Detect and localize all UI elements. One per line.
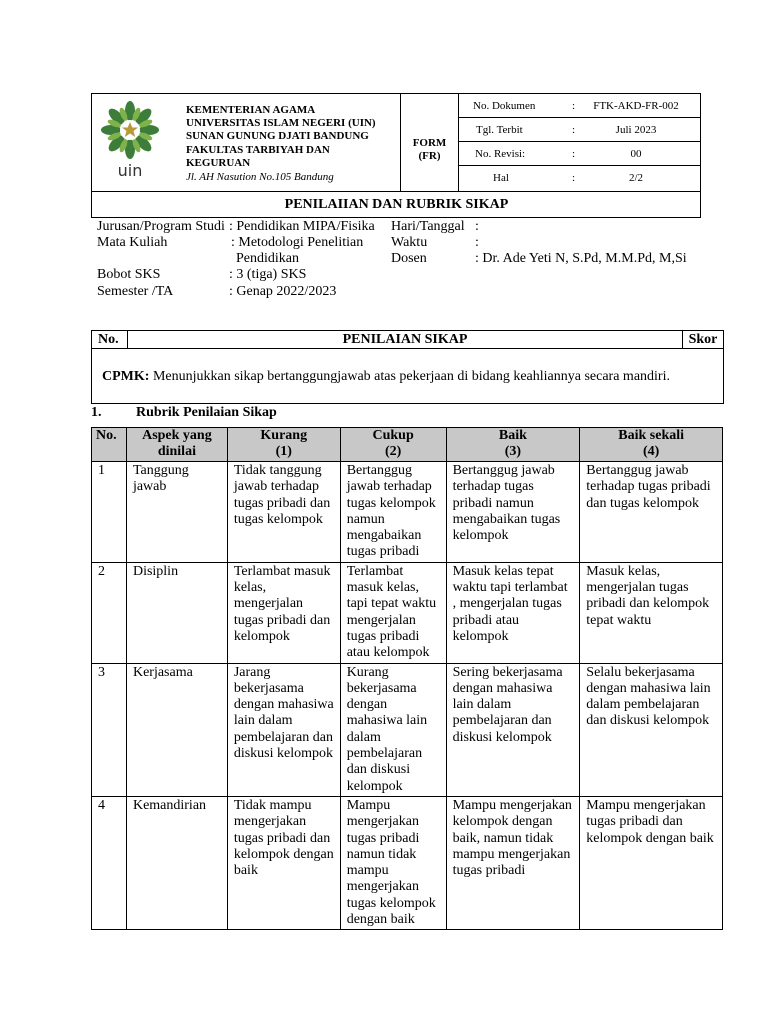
institution-line: UNIVERSITAS ISLAM NEGERI (UIN) xyxy=(186,117,376,129)
kurang-cell: Terlambat masuk kelas, mengerjalan tugas pribadi dan kelompok xyxy=(227,562,340,663)
institution-line: FAKULTAS TARBIYAH DAN xyxy=(186,144,330,156)
column-header: No. xyxy=(92,428,127,462)
semester-value: : Genap 2022/2023 xyxy=(229,284,337,299)
meta-row xyxy=(459,166,701,191)
penilaian-title: PENILAIAN SIKAP xyxy=(128,331,682,349)
table-row xyxy=(92,796,723,929)
section-title: Rubrik Penilaian Sikap xyxy=(136,405,277,420)
dosen-value: : Dr. Ade Yeti N, S.Pd, M.M.Pd, M,Si xyxy=(475,251,687,266)
penilaian-sikap-box xyxy=(91,330,724,404)
section-number: 1. xyxy=(91,405,102,420)
institution-address: Jl. AH Nasution No.105 Bandung xyxy=(186,171,334,183)
institution-line: KEMENTERIAN AGAMA xyxy=(186,104,316,116)
form-label-line: FORM xyxy=(412,137,447,149)
baik-sekali-cell: Mampu mengerjakan tugas pribadi dan kelompok dengan baik xyxy=(580,796,723,929)
meta-row xyxy=(459,142,701,166)
cukup-cell: Kurang bekerjasama dengan mahasiwa lain dalam pembelajaran dan diskusi kelompok xyxy=(340,663,446,796)
bobot-label: Bobot SKS xyxy=(97,267,161,282)
document-meta xyxy=(459,94,701,191)
meta-value: Juli 2023 xyxy=(615,124,657,136)
baik-cell: Sering bekerjasama dengan mahasiwa lain dalam pembelajaran dan diskusi kelompok xyxy=(446,663,580,796)
uin-logo-icon xyxy=(98,100,162,180)
column-header: Aspek yang dinilai xyxy=(126,428,227,462)
column-header: Baik (3) xyxy=(446,428,580,462)
kurang-cell: Jarang bekerjasama dengan mahasiwa lain dalam pembelajaran dan diskusi kelompok xyxy=(227,663,340,796)
institution-line: SUNAN GUNUNG DJATI BANDUNG xyxy=(186,130,369,142)
column-header: Baik sekali (4) xyxy=(580,428,723,462)
table-row xyxy=(92,562,723,663)
semester-label: Semester /TA xyxy=(97,284,174,299)
hari-label: Hari/Tanggal xyxy=(391,219,465,234)
meta-colon: : xyxy=(572,172,576,184)
meta-colon: : xyxy=(572,100,576,112)
waktu-label: Waktu xyxy=(391,235,428,250)
baik-cell: Masuk kelas tepat waktu tapi terlambat , mengerjalan tugas pribadi atau kelompok xyxy=(446,562,580,663)
row-number: 1 xyxy=(92,462,127,563)
meta-colon: : xyxy=(572,124,576,136)
document-title: PENILAIIAN DAN RUBRIK SIKAP xyxy=(92,191,701,218)
form-label xyxy=(401,94,459,191)
matkul-label: Mata Kuliah xyxy=(97,235,168,250)
baik-cell: Bertanggug jawab terhadap tugas pribadi namun mengabaikan tugas kelompok xyxy=(446,462,580,563)
logo-wordmark: uin xyxy=(117,161,143,180)
baik-cell: Mampu mengerjakan kelompok dengan baik, namun tidak mampu mengerjakan tugas pribadi xyxy=(446,796,580,929)
no-header: No. xyxy=(92,331,128,349)
kurang-cell: Tidak tanggung jawab terhadap tugas pribadi dan tugas kelompok xyxy=(227,462,340,563)
aspect-cell: Kemandirian xyxy=(126,796,227,929)
meta-label: Tgl. Terbit xyxy=(476,124,523,136)
bobot-value: : 3 (tiga) SKS xyxy=(229,267,307,282)
document-header xyxy=(91,93,701,218)
row-number: 3 xyxy=(92,663,127,796)
matkul-value: : Metodologi Penelitian xyxy=(231,235,364,250)
meta-row xyxy=(459,118,701,142)
row-number: 4 xyxy=(92,796,127,929)
hari-value: : xyxy=(475,219,479,234)
meta-value: FTK-AKD-FR-002 xyxy=(593,100,679,112)
aspect-cell: Disiplin xyxy=(126,562,227,663)
table-row xyxy=(92,462,723,563)
skor-header: Skor xyxy=(682,331,723,349)
meta-value: 2/2 xyxy=(628,172,644,184)
meta-label: Hal xyxy=(493,172,509,184)
cpmk-label: CPMK: xyxy=(102,369,150,384)
rubric-header-row xyxy=(92,428,723,462)
aspect-cell: Tanggung jawab xyxy=(126,462,227,563)
table-row xyxy=(92,663,723,796)
waktu-value: : xyxy=(475,235,479,250)
kurang-cell: Tidak mampu mengerjakan tugas pribadi dan kelompok dengan baik xyxy=(227,796,340,929)
meta-label: No. Revisi: xyxy=(475,148,526,160)
institution-line: KEGURUAN xyxy=(186,157,251,169)
column-header: Kurang (1) xyxy=(227,428,340,462)
row-number: 2 xyxy=(92,562,127,663)
meta-row xyxy=(459,94,701,118)
baik-sekali-cell: Masuk kelas, mengerjalan tugas pribadi dan kelompok tepat waktu xyxy=(580,562,723,663)
cpmk-text: Menunjukkan sikap bertanggungjawab atas pekerjaan di bidang keahliannya secara mandiri. xyxy=(149,369,670,384)
dosen-label: Dosen xyxy=(391,251,427,266)
jurusan-value: : Pendidikan MIPA/Fisika xyxy=(229,219,375,234)
form-label-line: (FR) xyxy=(418,150,441,162)
matkul-value-cont: Pendidikan xyxy=(236,251,299,266)
baik-sekali-cell: Bertanggug jawab terhadap tugas pribadi dan tugas kelompok xyxy=(580,462,723,563)
jurusan-label: Jurusan/Program Studi xyxy=(97,219,225,234)
aspect-cell: Kerjasama xyxy=(126,663,227,796)
rubric-table xyxy=(91,427,723,930)
cukup-cell: Bertanggug jawab terhadap tugas kelompok namun mengabaikan tugas pribadi xyxy=(340,462,446,563)
institution-block xyxy=(92,94,401,191)
cukup-cell: Terlambat masuk kelas, tapi tepat waktu mengerjalan tugas pribadi atau kelompok xyxy=(340,562,446,663)
meta-value: 00 xyxy=(630,148,642,160)
cpmk-statement xyxy=(102,369,670,385)
baik-sekali-cell: Selalu bekerjasama dengan mahasiwa lain dalam pembelajaran dan diskusi kelompok xyxy=(580,663,723,796)
meta-label: No. Dokumen xyxy=(473,100,536,112)
column-header: Cukup (2) xyxy=(340,428,446,462)
cukup-cell: Mampu mengerjakan tugas pribadi namun tidak mampu mengerjakan tugas kelompok dengan baik xyxy=(340,796,446,929)
meta-colon: : xyxy=(572,148,576,160)
